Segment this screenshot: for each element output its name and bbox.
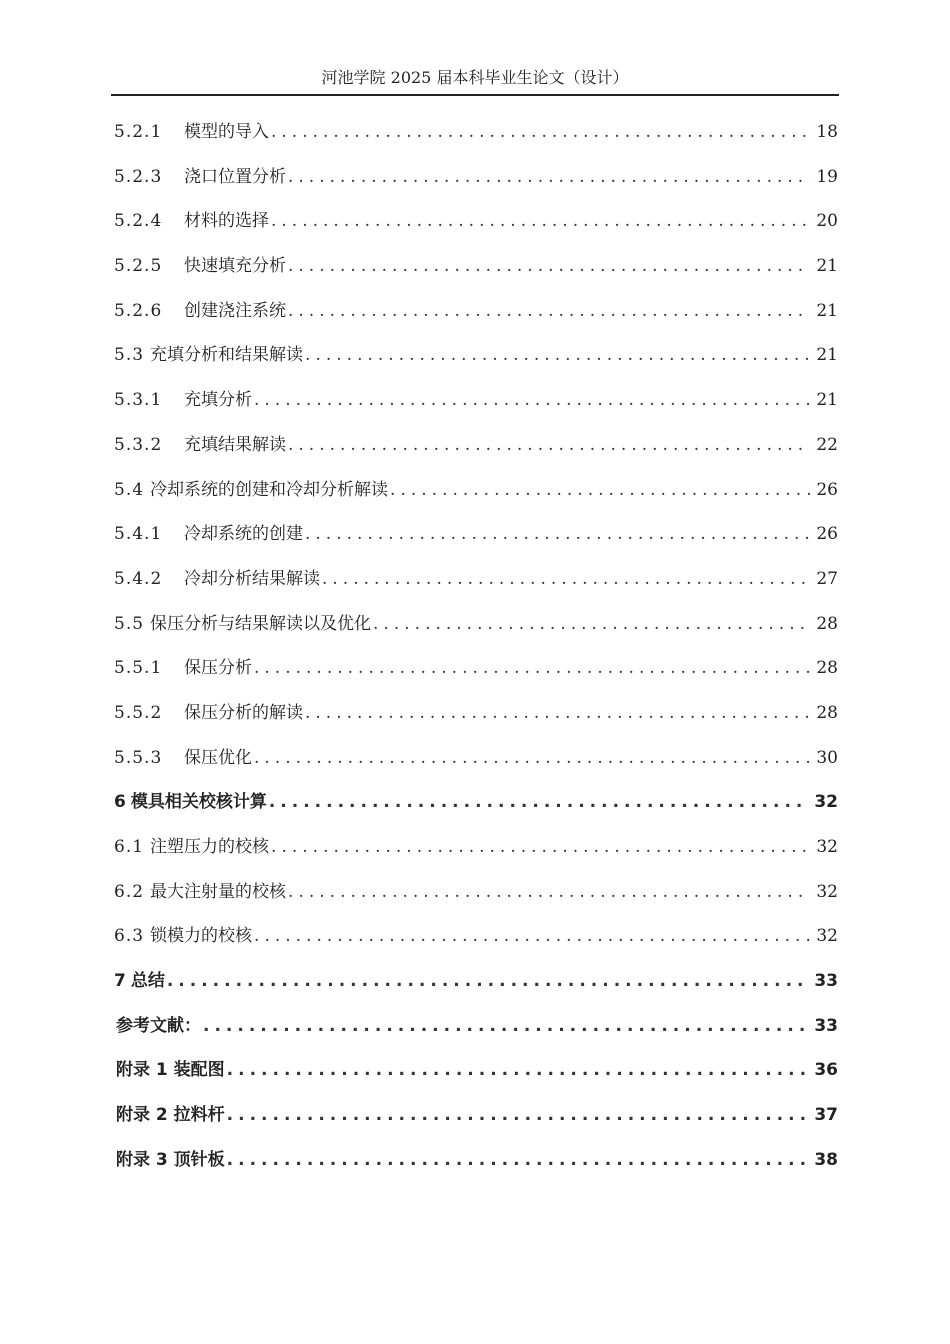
toc-entry-title: 锁模力的校核: [150, 926, 253, 947]
toc-leader-dots: [227, 1048, 809, 1093]
toc-entry-number: 5.5.1: [114, 658, 163, 679]
toc-entry[interactable]: [114, 691, 838, 736]
toc-entry-number: 6.2: [114, 881, 145, 902]
toc-entry-page: 21: [816, 300, 838, 321]
toc-entry-title: 冷却系统的创建: [184, 524, 303, 545]
toc-entry-page: 36: [814, 1060, 838, 1081]
toc-entry-number: 5.4.2: [114, 568, 163, 589]
toc-entry[interactable]: [114, 1093, 838, 1138]
toc-entry-title: 附录 1 装配图: [116, 1060, 225, 1081]
toc-entry-page: 38: [814, 1149, 838, 1170]
toc-entry-number: 5.3: [114, 345, 145, 366]
toc-entry-page: 28: [816, 702, 838, 723]
toc-leader-dots: [288, 289, 810, 334]
toc-entry-page: 32: [816, 881, 838, 902]
toc-leader-dots: [227, 1138, 809, 1183]
toc-entry-page: 27: [816, 568, 838, 589]
toc-entry-number: 5.5.2: [114, 702, 163, 723]
toc-entry[interactable]: [114, 378, 838, 423]
header-rule: [111, 94, 839, 96]
toc-entry-number: 5.2.3: [114, 166, 163, 187]
toc-entry-title: 参考文献：: [116, 1015, 201, 1036]
toc-entry-title: 模具相关校核计算: [130, 792, 267, 813]
toc-entry-page: 28: [816, 613, 838, 634]
toc-leader-dots: [254, 378, 810, 423]
toc-entry[interactable]: [114, 736, 838, 781]
toc-leader-dots: [288, 423, 810, 468]
toc-leader-dots: [288, 155, 810, 200]
toc-entry-title: 浇口位置分析: [184, 166, 286, 187]
toc-entry-title: 附录 2 拉料杆: [116, 1105, 225, 1126]
toc-entry-title: 注塑压力的校核: [150, 837, 270, 857]
toc-entry-number: 5.2.1: [114, 122, 163, 142]
toc-entry[interactable]: [114, 333, 838, 378]
toc-entry-number: 5.3.2: [114, 434, 163, 455]
toc-entry[interactable]: [114, 1004, 838, 1049]
toc-entry-number: 5.5: [114, 613, 145, 634]
toc-entry-title: 冷却系统的创建和冷却分析解读: [150, 479, 389, 500]
toc-entry-title: 保压分析: [184, 658, 252, 679]
toc-entry-title: 充填分析和结果解读: [150, 345, 304, 366]
toc-leader-dots: [373, 602, 810, 647]
toc-entry-title: 保压分析与结果解读以及优化: [150, 613, 372, 634]
toc-leader-dots: [322, 557, 810, 602]
toc-entry-number: 5.2.5: [114, 256, 163, 277]
toc-leader-dots: [271, 110, 810, 155]
toc-entry-page: 22: [816, 434, 838, 455]
toc-entry-number: 7: [114, 971, 127, 992]
toc-entry-title: 充填结果解读: [184, 434, 286, 455]
toc-entry[interactable]: [114, 468, 838, 513]
toc-entry-page: 33: [814, 971, 838, 992]
toc-entry-number: 6.3: [114, 926, 145, 947]
toc-leader-dots: [288, 244, 810, 289]
toc-entry-title: 保压分析的解读: [184, 702, 303, 723]
toc-entry-title: 冷却分析结果解读: [184, 568, 320, 589]
toc-entry[interactable]: [114, 959, 838, 1004]
toc-entry-page: 28: [816, 658, 838, 679]
toc-entry-number: 5.4.1: [114, 524, 163, 545]
toc-entry-page: 32: [814, 792, 838, 813]
toc-entry-title: 最大注射量的校核: [150, 881, 287, 902]
toc-leader-dots: [254, 736, 810, 781]
toc-entry[interactable]: [114, 289, 838, 334]
toc-entry[interactable]: [114, 914, 838, 959]
toc-entry-page: 26: [816, 479, 838, 500]
toc-entry[interactable]: [114, 423, 838, 468]
toc-leader-dots: [271, 825, 810, 870]
toc-leader-dots: [390, 468, 810, 513]
toc-entry-page: 21: [816, 256, 838, 277]
toc-entry[interactable]: [114, 602, 838, 647]
toc-entry[interactable]: [114, 825, 838, 870]
toc-entry-title: 总结: [130, 971, 165, 992]
toc-leader-dots: [288, 870, 810, 915]
toc-entry-title: 材料的选择: [184, 211, 269, 232]
toc-leader-dots: [227, 1093, 809, 1138]
toc-leader-dots: [203, 1004, 808, 1049]
toc-leader-dots: [254, 914, 810, 959]
toc-entry[interactable]: [114, 557, 838, 602]
toc-entry[interactable]: [114, 110, 838, 155]
toc-entry-title: 快速填充分析: [184, 256, 286, 277]
toc-entry-number: 5.2.6: [114, 300, 163, 321]
toc-entry-page: 32: [816, 926, 838, 947]
toc-leader-dots: [305, 691, 810, 736]
toc-leader-dots: [254, 646, 810, 691]
toc-entry-page: 20: [816, 211, 838, 232]
toc-entry-page: 30: [816, 747, 838, 768]
toc-entry[interactable]: [114, 1048, 838, 1093]
toc-entry-title: 保压优化: [184, 747, 252, 768]
toc-entry-number: 6.1: [114, 837, 145, 857]
toc-entry-page: 18: [816, 122, 838, 142]
toc-entry-page: 21: [816, 390, 838, 411]
toc-leader-dots: [167, 959, 808, 1004]
toc-entry-page: 37: [814, 1105, 838, 1126]
toc-entry[interactable]: [114, 646, 838, 691]
toc-entry-page: 33: [814, 1015, 838, 1036]
toc-entry-number: 5.5.3: [114, 747, 163, 768]
toc-entry[interactable]: [114, 199, 838, 244]
toc-leader-dots: [269, 780, 808, 825]
toc-entry-page: 26: [816, 524, 838, 545]
toc-entry-number: 5.3.1: [114, 390, 163, 411]
toc-entry-number: 5.4: [114, 479, 145, 500]
page-header: 河池学院 2025 届本科毕业生论文（设计）: [321, 68, 629, 87]
toc-leader-dots: [305, 333, 810, 378]
toc-leader-dots: [271, 199, 810, 244]
toc-entry[interactable]: [114, 780, 838, 825]
toc-entry[interactable]: [114, 155, 838, 200]
toc-entry-page: 32: [816, 837, 838, 857]
toc-entry-number: 6: [114, 792, 127, 813]
toc-entry[interactable]: [114, 1138, 838, 1183]
toc-leader-dots: [305, 512, 810, 557]
toc-entry[interactable]: [114, 870, 838, 915]
toc-entry-title: 创建浇注系统: [184, 300, 286, 321]
table-of-contents: [114, 110, 838, 1183]
toc-entry[interactable]: [114, 244, 838, 289]
toc-entry-page: 21: [816, 345, 838, 366]
toc-entry-page: 19: [816, 166, 838, 187]
toc-entry-number: 5.2.4: [114, 211, 163, 232]
toc-entry-title: 充填分析: [184, 390, 252, 411]
toc-entry-title: 模型的导入: [184, 122, 269, 142]
toc-entry-title: 附录 3 顶针板: [116, 1149, 225, 1170]
toc-entry[interactable]: [114, 512, 838, 557]
